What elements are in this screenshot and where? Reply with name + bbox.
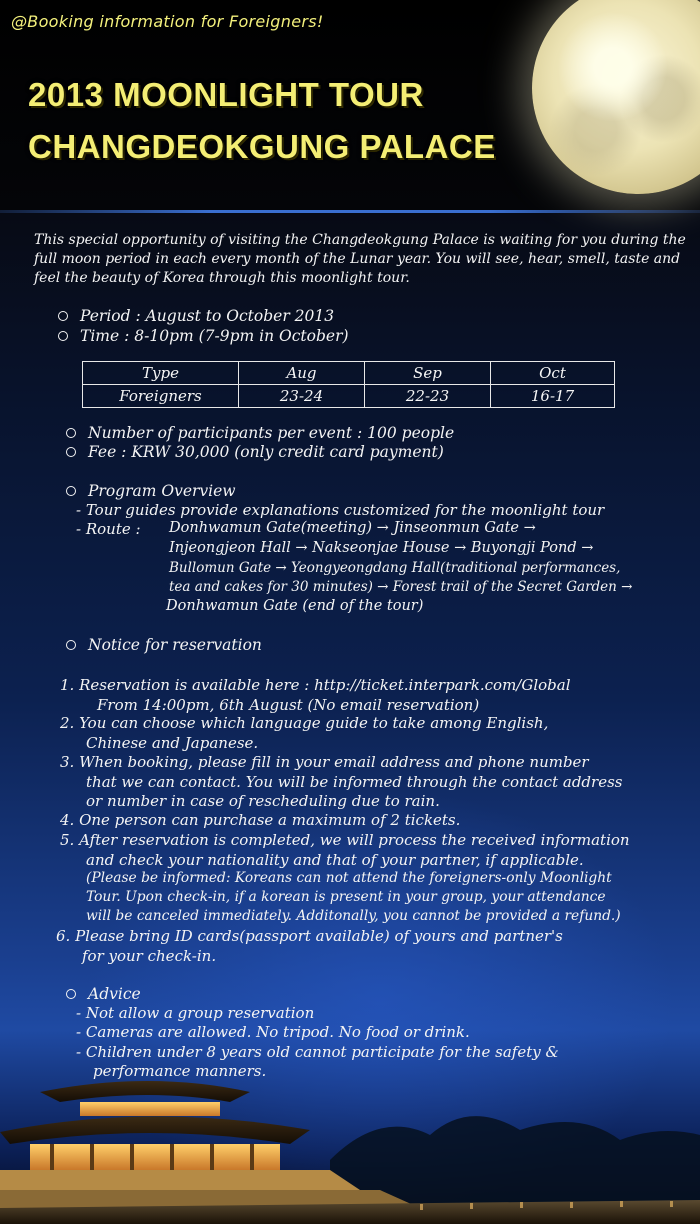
notice-line: 6. Please bring ID cards(passport available) of yours and partner's [56,927,563,945]
table-header-cell: Type [83,362,239,385]
bullet-ring-icon [66,640,76,650]
notice-heading-text: Notice for reservation [88,636,262,654]
notice-line: for your check-in. [82,946,217,965]
notice-line: or number in case of rescheduling due to rain. [86,792,440,810]
table-cell: 16-17 [491,385,615,408]
title-line-1: 2013 MOONLIGHT TOUR [28,76,424,113]
bullet-ring-icon [66,989,76,999]
notice-item-2 [60,714,548,753]
notice-item-5 [60,831,630,870]
notice-line: (Please be informed: Koreans can not attend the foreigners-only Moonlight [86,870,612,886]
table-cell: 23-24 [239,385,365,408]
time-item [58,327,349,345]
advice-item: - Not allow a group reservation [76,1004,315,1022]
bullet-ring-icon [58,311,68,321]
schedule-table [82,361,615,408]
table-header-row [83,362,615,385]
notice-disclaimer [86,869,621,926]
advice-item: - Children under 8 years old cannot participate for the safety & [76,1043,559,1061]
program-guides: - Tour guides provide explanations customized for the moonlight tour [76,501,605,519]
advice-item: - Cameras are allowed. No tripod. No food or drink. [76,1023,470,1041]
fee-item [66,443,444,461]
advice-item: performance manners. [93,1062,267,1080]
fee-text: Fee : KRW 30,000 (only credit card payment) [88,443,444,461]
table-cell: Foreigners [83,385,239,408]
table-header-cell: Aug [239,362,365,385]
route-label: - Route : [76,520,141,538]
bullet-ring-icon [58,331,68,341]
period-text: Period : August to October 2013 [80,307,335,325]
route-line: Bullomun Gate → Yeongyeongdang Hall(traditional performances, [169,560,621,576]
program-heading [66,482,236,500]
table-header-cell: Oct [491,362,615,385]
notice-item-4 [60,811,460,831]
table-row [83,385,615,408]
bullet-ring-icon [66,447,76,457]
participants-text: Number of participants per event : 100 people [88,424,455,442]
time-text: Time : 8-10pm (7-9pm in October) [80,327,349,345]
notice-line: that we can contact. You will be informed through the contact address [86,772,623,791]
notice-item-1 [60,676,571,715]
program-heading-text: Program Overview [88,482,236,500]
participants-item [66,424,454,442]
advice-heading-text: Advice [88,985,141,1003]
route-line: Injeongjeon Hall → Nakseonjae House → Buyongji Pond → [169,540,594,556]
notice-heading [66,636,262,654]
header-divider [0,210,700,213]
title-line-2: CHANGDEOKGUNG PALACE [28,128,496,165]
notice-line: 3. When booking, please fill in your email address and phone number [60,753,589,771]
route-line: tea and cakes for 30 minutes) → Forest trail of the Secret Garden → [169,579,633,595]
notice-item-3 [60,753,622,812]
route-line: Donhwamun Gate (end of the tour) [166,598,424,614]
notice-line: 5. After reservation is completed, we will process the received information [60,831,630,849]
bullet-ring-icon [66,428,76,438]
tagline: @Booking information for Foreigners! [11,12,324,31]
period-item [58,307,334,325]
notice-line: 2. You can choose which language guide to take among English, [60,714,549,732]
table-header-cell: Sep [365,362,491,385]
palace-silhouette-icon [0,1040,700,1224]
notice-line: will be canceled immediately. Additonally, you cannot be provided a refund.) [86,908,621,924]
notice-line: 1. Reservation is available here : http://ticket.interpark.com/Global [60,676,571,694]
intro-paragraph: This special opportunity of visiting the Changdeokgung Palace is waiting for you during the full moon period in each every month of the Lunar year. You will see, hear, smell, taste and feel the beauty of Korea through this moonlight tour. [34,232,686,286]
bullet-ring-icon [66,486,76,496]
notice-line: Tour. Upon check-in, if a korean is present in your group, your attendance [86,889,606,905]
advice-heading [66,985,141,1003]
table-cell: 22-23 [365,385,491,408]
notice-line: From 14:00pm, 6th August (No email reservation) [97,695,480,714]
notice-line: Chinese and Japanese. [86,733,259,752]
route-line: Donhwamun Gate(meeting) → Jinseonmun Gate → [169,520,536,536]
notice-item-6 [56,927,563,966]
notice-line: 4. One person can purchase a maximum of 2 tickets. [60,811,461,829]
notice-line: and check your nationality and that of your partner, if applicable. [86,850,584,869]
